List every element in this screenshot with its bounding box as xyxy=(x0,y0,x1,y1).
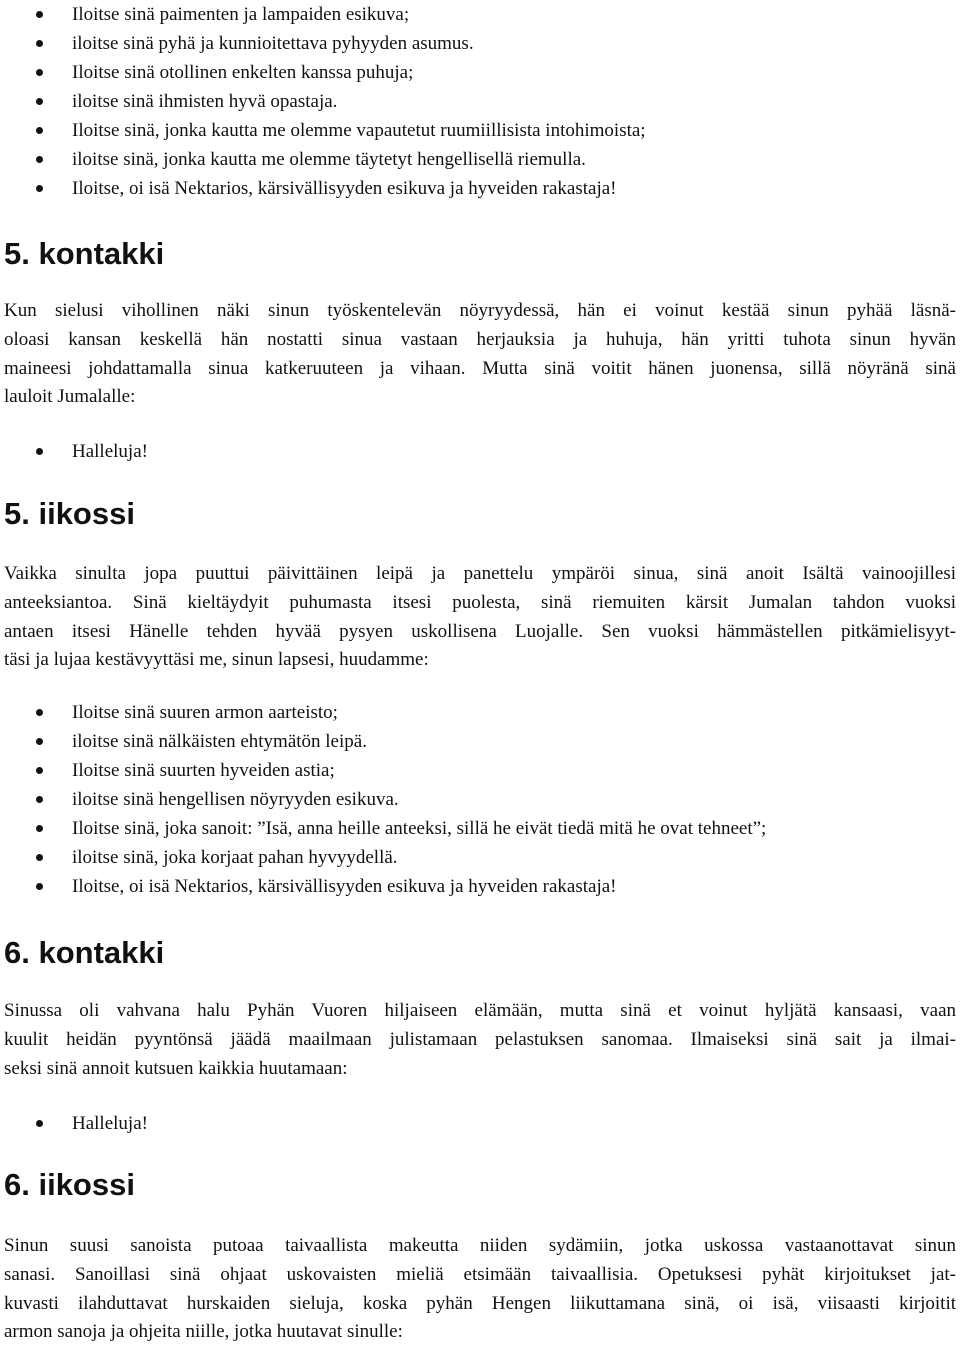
paragraph-line: antaen itsesi Hänelle tehden hyvää pysyen uskollisena Luojalle. Sen vuoksi hämmästellen pitkämielisyyt- xyxy=(4,620,956,642)
paragraph-line: armon sanoja ja ohjeita niille, jotka huutavat sinulle: xyxy=(4,1321,403,1343)
bullet-icon xyxy=(36,98,43,105)
paragraph-line: seksi sinä annoit kutsuen kaikkia huutamaan: xyxy=(4,1057,348,1079)
list-item: iloitse sinä, joka korjaat pahan hyvyydellä. xyxy=(0,843,960,872)
bullet-icon xyxy=(36,796,43,803)
paragraph-line: maineesi johdattamalla sinua katkeruuteen ja vihaan. Mutta sinä voitit hänen juonensa, sillä nöyränä sinä xyxy=(4,357,956,379)
bullet-icon xyxy=(36,185,43,192)
list-item: Halleluja! xyxy=(0,1109,960,1138)
paragraph-line: lauloit Jumalalle: xyxy=(4,386,136,408)
paragraph-line: Vaikka sinulta jopa puuttui päivittäinen leipä ja panettelu ympäröi sinua, sinä anoit Isältä vainoojillesi xyxy=(4,563,956,584)
bullet-icon xyxy=(36,156,43,163)
list-item: Halleluja! xyxy=(0,437,960,466)
bullet-icon xyxy=(36,1120,43,1127)
bullet-icon xyxy=(36,40,43,47)
list-item: iloitse sinä ihmisten hyvä opastaja. xyxy=(0,87,960,116)
list-item: Iloitse sinä suurten hyveiden astia; xyxy=(0,756,960,785)
paragraph-line: täsi ja lujaa kestävyyttäsi me, sinun lapsesi, huudamme: xyxy=(4,649,429,671)
bullet-icon xyxy=(36,127,43,134)
section-paragraph-iikossi-5 xyxy=(4,560,956,675)
bullet-icon xyxy=(36,69,43,76)
bullet-icon xyxy=(36,883,43,890)
bullet-icon xyxy=(36,11,43,18)
paragraph-line: oloasi kansan keskellä hän nostatti sinua vastaan herjauksia ja huhuja, hän yritti tuhota sinun hyvän xyxy=(4,328,956,350)
list-item: Iloitse, oi isä Nektarios, kärsivällisyyden esikuva ja hyveiden rakastaja! xyxy=(0,872,960,901)
paragraph-line: Kun sielusi vihollinen näki sinun työskentelevän nöyryydessä, hän ei voinut kestää sinun pyhää läsnä- xyxy=(4,300,956,321)
list-item: iloitse sinä, jonka kautta me olemme täytetyt hengellisellä riemulla. xyxy=(0,145,960,174)
paragraph-line: kuvasti ilahduttavat hurskaiden sieluja, koska pyhän Hengen liikuttamana sinä, oi isä, viisaasti kirjoitit xyxy=(4,1292,956,1314)
list-item: Iloitse sinä, joka sanoit: ”Isä, anna heille anteeksi, sillä he eivät tiedä mitä he ovat tehneet”; xyxy=(0,814,960,843)
paragraph-line: Sinun suusi sanoista putoaa taivaallista makeutta niiden sydämiin, jotka uskossa vastaanottavat sinun xyxy=(4,1235,956,1256)
section-heading-iikossi-6: 6. iikossi xyxy=(4,1167,135,1202)
section-paragraph-kontakki-5 xyxy=(4,297,956,412)
bullet-icon xyxy=(36,767,43,774)
salutation-list-2 xyxy=(0,698,960,901)
bullet-icon xyxy=(36,854,43,861)
halleluja-list-2 xyxy=(0,1109,960,1138)
list-item: Iloitse, oi isä Nektarios, kärsivällisyyden esikuva ja hyveiden rakastaja! xyxy=(0,174,960,203)
list-item: iloitse sinä pyhä ja kunnioitettava pyhyyden asumus. xyxy=(0,29,960,58)
section-heading-kontakki-5: 5. kontakki xyxy=(4,236,165,271)
bullet-icon xyxy=(36,448,43,455)
salutation-list-1 xyxy=(0,0,960,203)
section-paragraph-kontakki-6 xyxy=(4,997,956,1083)
list-item: iloitse sinä hengellisen nöyryyden esikuva. xyxy=(0,785,960,814)
paragraph-line: sanasi. Sanoillasi sinä ohjaat uskovaisten mieliä etsimään taivaallisia. Opetuksesi pyhät kirjoitukset jat- xyxy=(4,1263,956,1285)
paragraph-line: kuulit heidän pyyntönsä jäädä maailmaan julistamaan pelastuksen sanomaa. Ilmaiseksi sinä sait ja ilmai- xyxy=(4,1028,956,1050)
section-heading-kontakki-6: 6. kontakki xyxy=(4,935,165,970)
list-item: Iloitse sinä otollinen enkelten kanssa puhuja; xyxy=(0,58,960,87)
halleluja-list-1 xyxy=(0,437,960,466)
paragraph-line: anteeksiantoa. Sinä kieltäydyit puhumasta itsesi puolesta, sinä riemuiten kärsit Jumalan tahdon vuoksi xyxy=(4,591,956,613)
list-item: Iloitse sinä suuren armon aarteisto; xyxy=(0,698,960,727)
list-item: iloitse sinä nälkäisten ehtymätön leipä. xyxy=(0,727,960,756)
bullet-icon xyxy=(36,709,43,716)
section-heading-iikossi-5: 5. iikossi xyxy=(4,496,135,531)
paragraph-line: Sinussa oli vahvana halu Pyhän Vuoren hiljaiseen elämään, mutta sinä et voinut hyljätä kansaasi, vaan xyxy=(4,1000,956,1021)
section-paragraph-iikossi-6 xyxy=(4,1232,956,1347)
list-item: Iloitse sinä paimenten ja lampaiden esikuva; xyxy=(0,0,960,29)
bullet-icon xyxy=(36,825,43,832)
bullet-icon xyxy=(36,738,43,745)
list-item: Iloitse sinä, jonka kautta me olemme vapautetut ruumiillisista intohimoista; xyxy=(0,116,960,145)
